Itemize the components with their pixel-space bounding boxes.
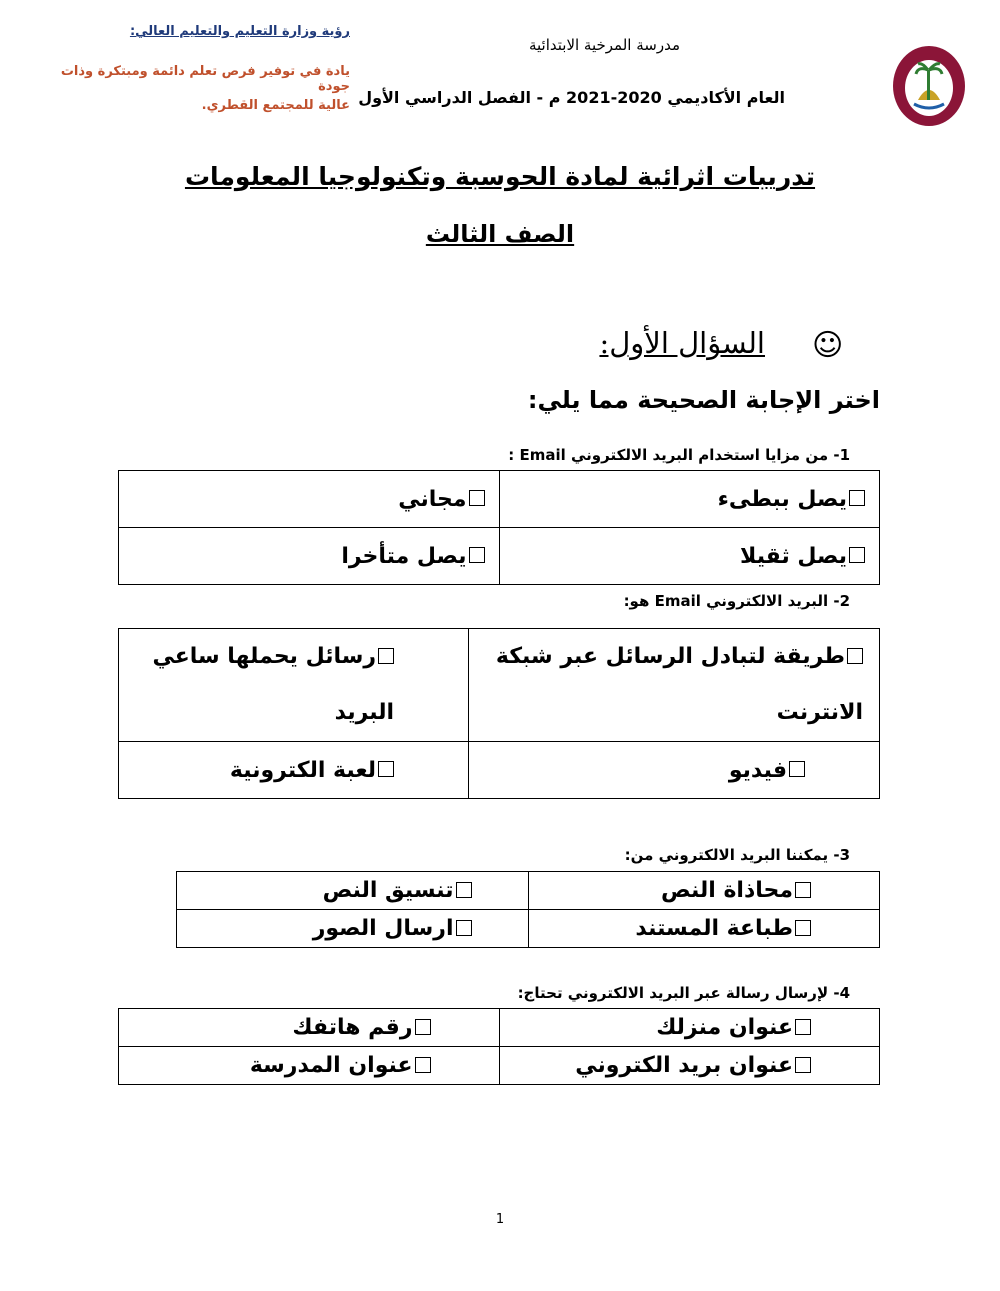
option-label: عنوان منزلك bbox=[656, 1015, 793, 1040]
option-cell[interactable] bbox=[469, 742, 880, 799]
option-cell[interactable] bbox=[119, 1009, 500, 1047]
option-label: تنسيق النص bbox=[322, 878, 454, 903]
checkbox[interactable] bbox=[415, 1057, 431, 1073]
question-2-text: 2- البريد الالكتروني Email هو: bbox=[623, 592, 850, 610]
option-cell[interactable] bbox=[177, 910, 529, 948]
option-label: طريقة لتبادل الرسائل عبر شبكة الانترنت bbox=[495, 644, 863, 725]
option-label: يصل متأخرا bbox=[341, 543, 467, 569]
question-1-options bbox=[118, 470, 880, 585]
option-cell[interactable] bbox=[499, 1047, 880, 1085]
page-number: 1 bbox=[495, 1212, 505, 1227]
option-label: طباعة المستند bbox=[635, 916, 793, 941]
checkbox[interactable] bbox=[456, 920, 472, 936]
checkbox[interactable] bbox=[456, 882, 472, 898]
option-label: فيديو bbox=[728, 757, 787, 783]
checkbox[interactable] bbox=[795, 920, 811, 936]
option-label: عنوان بريد الكتروني bbox=[575, 1053, 793, 1078]
option-cell[interactable] bbox=[119, 528, 500, 585]
checkbox[interactable] bbox=[849, 490, 865, 506]
option-cell[interactable] bbox=[119, 629, 469, 742]
checkbox[interactable] bbox=[378, 648, 394, 664]
smiley-icon: ☺ bbox=[812, 328, 844, 363]
academic-year: العام الأكاديمي 2020-2021 م - الفصل الدراسي الأول bbox=[358, 88, 785, 107]
option-label: ارسال الصور bbox=[312, 916, 454, 941]
checkbox[interactable] bbox=[378, 761, 394, 777]
question-3-text: 3- يمكننا البريد الالكتروني من: bbox=[624, 846, 850, 864]
worksheet-title: تدريبات اثرائية لمادة الحوسبة وتكنولوجيا المعلومات bbox=[184, 162, 816, 191]
option-cell[interactable] bbox=[119, 1047, 500, 1085]
qatar-ministry-logo bbox=[888, 40, 970, 130]
option-label: رقم هاتفك bbox=[292, 1015, 413, 1040]
ministry-vision-title: رؤية وزارة التعليم والتعليم العالي: bbox=[129, 24, 350, 39]
instruction-text: اختر الإجابة الصحيحة مما يلي: bbox=[527, 386, 880, 414]
question-heading: السؤال الأول: bbox=[599, 326, 765, 360]
option-cell[interactable] bbox=[528, 872, 880, 910]
option-cell[interactable] bbox=[177, 872, 529, 910]
option-label: يصل ثقيلا bbox=[739, 543, 847, 569]
option-cell[interactable] bbox=[499, 528, 880, 585]
option-cell[interactable] bbox=[119, 471, 500, 528]
checkbox[interactable] bbox=[795, 1057, 811, 1073]
option-cell[interactable] bbox=[469, 629, 880, 742]
question-3-options bbox=[176, 871, 880, 948]
checkbox[interactable] bbox=[469, 490, 485, 506]
option-label: مجاني bbox=[398, 486, 467, 512]
checkbox[interactable] bbox=[415, 1019, 431, 1035]
question-4-text: 4- لإرسال رسالة عبر البريد الالكتروني تحتاج: bbox=[517, 984, 850, 1002]
option-label: لعبة الكترونية bbox=[229, 757, 377, 783]
checkbox[interactable] bbox=[469, 547, 485, 563]
checkbox[interactable] bbox=[795, 1019, 811, 1035]
checkbox[interactable] bbox=[847, 648, 863, 664]
ministry-vision-line-1: يادة في توفير فرص تعلم دائمة ومبتكرة وذات جودة bbox=[60, 64, 350, 94]
option-cell[interactable] bbox=[499, 471, 880, 528]
option-cell[interactable] bbox=[119, 742, 469, 799]
option-label: عنوان المدرسة bbox=[249, 1053, 413, 1078]
palm-trunk-icon bbox=[927, 70, 930, 100]
option-label: رسائل يحملها ساعي البريد bbox=[152, 644, 395, 725]
checkbox[interactable] bbox=[789, 761, 805, 777]
grade-title: الصف الثالث bbox=[425, 220, 575, 248]
question-1-text: 1- من مزايا استخدام البريد الالكتروني Email : bbox=[508, 446, 850, 464]
option-cell[interactable] bbox=[528, 910, 880, 948]
checkbox[interactable] bbox=[795, 882, 811, 898]
question-2-options bbox=[118, 628, 880, 799]
checkbox[interactable] bbox=[849, 547, 865, 563]
school-name: مدرسة المرخية الابتدائية bbox=[528, 36, 680, 54]
option-label: محاذاة النص bbox=[660, 878, 793, 903]
option-label: يصل ببطىء bbox=[717, 486, 847, 512]
ministry-vision-line-2: عالية للمجتمع القطري. bbox=[201, 98, 350, 113]
question-4-options bbox=[118, 1008, 880, 1085]
option-cell[interactable] bbox=[499, 1009, 880, 1047]
